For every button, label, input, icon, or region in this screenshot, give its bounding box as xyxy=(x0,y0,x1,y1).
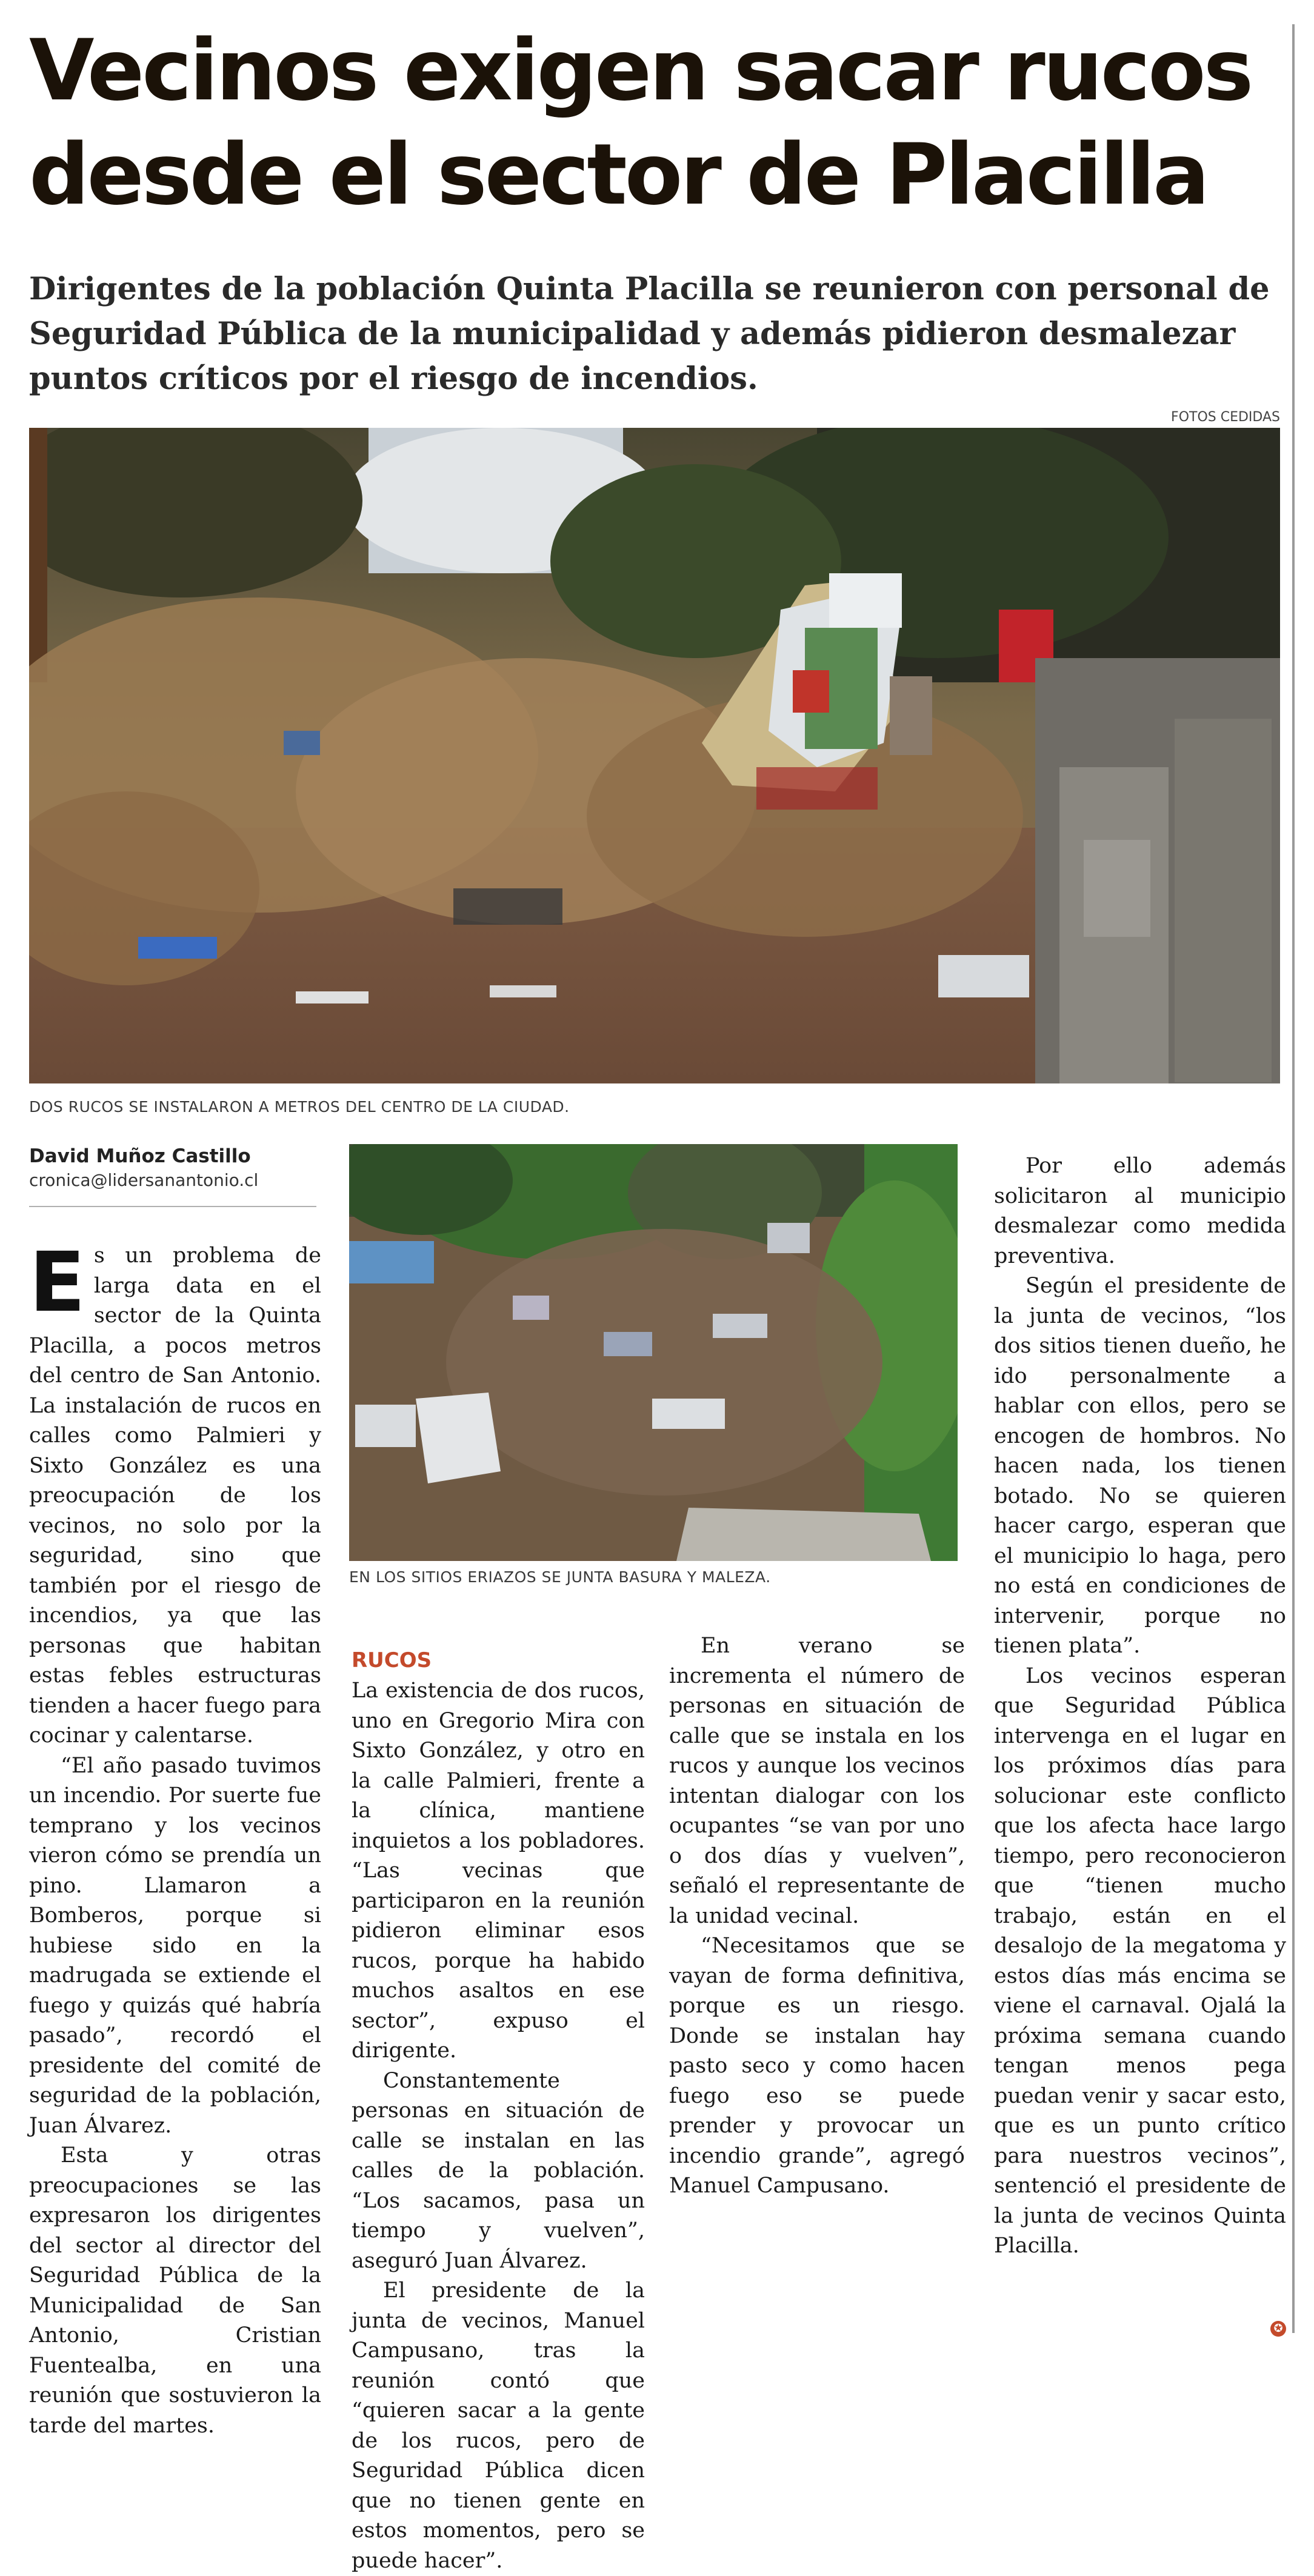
article-column-2 xyxy=(352,1631,645,2576)
paragraph-7: En verano se incrementa el número de personas en situación de calle que se instala en los rucos y aunque los vecinos intentan dialogar con los ocupantes “se van por uno o dos días y vuelven”, señaló el representante de la unidad vecinal. xyxy=(669,1634,965,1928)
photo1-caption: DOS RUCOS SE INSTALARON A METROS DEL CENTRO DE LA CIUDAD. xyxy=(29,1098,570,1116)
paragraph-1 xyxy=(29,1235,321,1751)
section-subhead: RUCOS xyxy=(352,1648,432,1672)
byline-rule xyxy=(29,1206,316,1207)
paragraph-3: Esta y otras preocupaciones se las expresaron los dirigentes del sector al director del Seguridad Pública de la Municipalidad de San Antonio, Cristian Fuentealba, en una reunión que sostuvieron la tarde del martes. xyxy=(29,2143,321,2438)
photo-credit: FOTOS CEDIDAS xyxy=(1171,410,1280,425)
paragraph-2: “El año pasado tuvimos un incendio. Por suerte fue temprano y los vecinos vieron cómo se prendía un pino. Llamaron a Bomberos, porque si hubiese sido en la madrugada se extiende el fuego y quizás qué habría pasado”, recordó el presidente del comité de seguridad de la población, Juan Álvarez. xyxy=(29,1753,321,2138)
paragraph-8: “Necesitamos que se vayan de forma definitiva, porque es un riesgo. Donde se instalan hay pasto seco y como hacen fuego eso se puede prender y provocar un incendio grande”, agregó Manuel Campusano. xyxy=(669,1934,965,2198)
byline xyxy=(29,1144,320,1193)
article-headline: Vecinos exigen sacar rucos desde el sector de Placilla xyxy=(29,21,1252,224)
paragraph-10: Según el presidente de la junta de vecinos, “los dos sitios tienen dueño, he ido personalmente a hablar con ellos, pero se encogen de hombros. No hacen nada, los tienen botado. No se quieren hacer cargo, esperan que el municipio lo haga, pero no está en condiciones de intervenir, porque no tienen plata”. xyxy=(994,1274,1286,1658)
article-deck: Dirigentes de la población Quinta Placilla se reunieron con personal de Seguridad Pública de la municipalidad y además pidieron desmalezar puntos críticos por el riesgo de incendios. xyxy=(29,271,1270,397)
paragraph-5: Constantemente personas en situación de calle se instalan en las calles de la población. “Los sacamos, pasa un tiempo y vuelven”, aseguró Juan Álvarez. xyxy=(352,2068,645,2273)
paragraph-6: El presidente de la junta de vecinos, Manuel Campusano, tras la reunión contó que “quieren sacar a la gente de los rucos, pero de Seguridad Pública dicen que no tienen gente en estos momentos, pero se puede hacer”. xyxy=(352,2278,645,2573)
article-column-4 xyxy=(994,1151,1286,2261)
end-of-article-icon: ✪ xyxy=(1270,2321,1286,2337)
article-column-3 xyxy=(669,1631,965,2202)
paragraph-4: La existencia de dos rucos, uno en Gregorio Mira con Sixto González, y otro en la calle Palmieri, frente a la clínica, mantiene inquietos a los pobladores. “Las vecinas que participaron en la reunión pidieron eliminar esos rucos, porque ha habido muchos asaltos en ese sector”, expuso el dirigente. xyxy=(352,1679,645,2063)
paragraph-1-text: s un problema de larga data en el sector de la Quinta Placilla, a pocos metros del centro de San Antonio. La instalación de rucos en calles como Palmieri y Sixto González es una preocupación de los vecinos, no solo por la seguridad, sino que también por el riesgo de incendios, ya que las personas que habitan estas febles estructuras tienden a hacer fuego para cocinar y calentarse. xyxy=(29,1243,321,1748)
paragraph-11: Los vecinos esperan que Seguridad Pública intervenga en el lugar en los próximos días para solucionar este conflicto que los afecta hace largo tiempo, pero reconocieron que “tienen mucho trabajo, están en el desalojo de la megatoma y estos días más encima se viene el carnaval. Ojalá la próxima semana cuando tengan menos pega puedan venir y sacar esto, que es un punto crítico para nuestros vecinos”, sentenció el presidente de la junta de vecinos Quinta Placilla. xyxy=(994,1663,1286,2258)
article-column-1 xyxy=(29,1235,321,2441)
author-email[interactable]: cronica@lidersanantonio.cl xyxy=(29,1170,259,1190)
paragraph-9: Por ello además solicitaron al municipio desmalezar como medida preventiva. xyxy=(994,1154,1286,1268)
author-name: David Muñoz Castillo xyxy=(29,1145,251,1167)
photo-vacant-lot xyxy=(349,1144,958,1561)
drop-cap: E xyxy=(29,1235,85,1331)
photo-rucos-brush xyxy=(29,428,1280,1083)
column-divider-rule xyxy=(1292,24,1295,2333)
photo2-caption: EN LOS SITIOS ERIAZOS SE JUNTA BASURA Y MALEZA. xyxy=(349,1568,771,1586)
